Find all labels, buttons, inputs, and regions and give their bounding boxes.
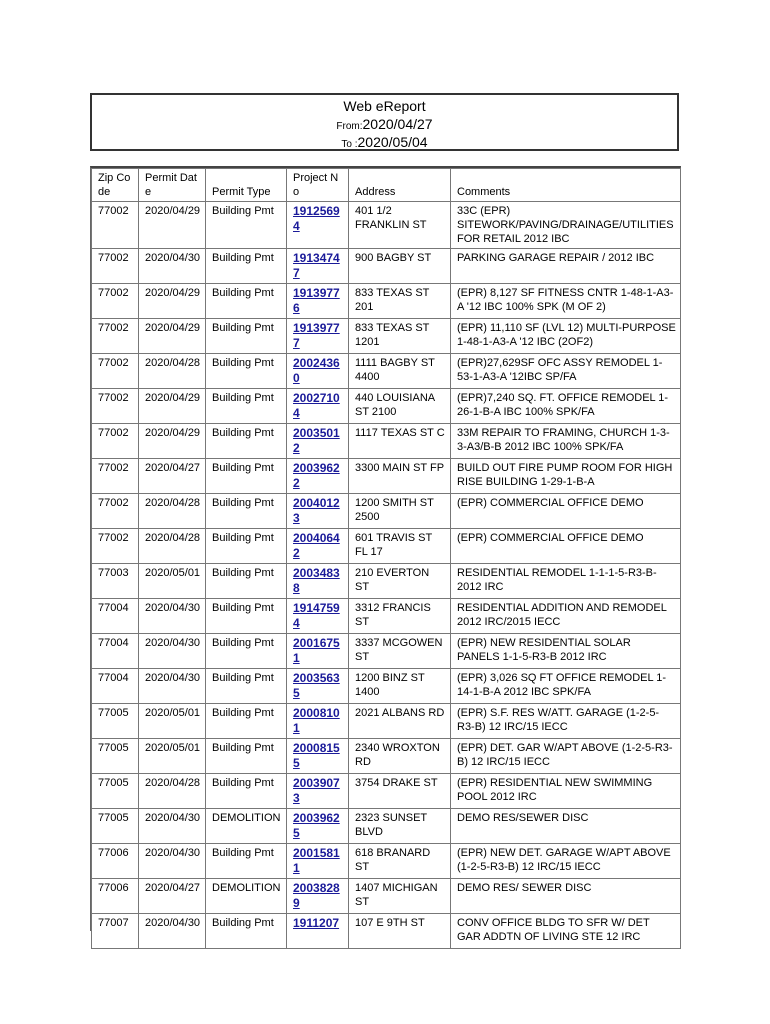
permit-date-cell: 2020/04/30 (139, 844, 206, 879)
project-no-cell (287, 529, 349, 564)
project-link[interactable]: 20035012 (293, 426, 340, 455)
permit-date-cell: 2020/04/29 (139, 389, 206, 424)
zip-code-cell: 77005 (92, 739, 139, 774)
to-label: To : (341, 139, 358, 150)
address-cell: 3337 MCGOWEN ST (349, 634, 451, 669)
table-row (92, 739, 681, 774)
comments-cell: (EPR) S.F. RES W/ATT. GARAGE (1-2-5-R3-B) 12 IRC/15 IECC (451, 704, 681, 739)
project-link[interactable]: 20015811 (293, 846, 340, 875)
permit-type-cell: DEMOLITION (206, 879, 287, 914)
address-cell: 1111 BAGBY ST 4400 (349, 354, 451, 389)
table-row (92, 529, 681, 564)
permit-type-cell: Building Pmt (206, 634, 287, 669)
table-row (92, 249, 681, 284)
table-row (92, 564, 681, 599)
project-no-cell (287, 914, 349, 949)
comments-cell: (EPR)7,240 SQ. FT. OFFICE REMODEL 1-26-1-B-A IBC 100% SPK/FA (451, 389, 681, 424)
address-cell: 3312 FRANCIS ST (349, 599, 451, 634)
address-cell: 401 1/2 FRANKLIN ST (349, 202, 451, 249)
table-row (92, 669, 681, 704)
address-cell: 107 E 9TH ST (349, 914, 451, 949)
report-title: Web eReport (343, 98, 426, 114)
from-line (92, 115, 677, 133)
project-no-cell (287, 202, 349, 249)
permit-type-cell: Building Pmt (206, 529, 287, 564)
project-link[interactable]: 20008101 (293, 706, 340, 735)
project-link[interactable]: 20039625 (293, 811, 340, 840)
comments-cell: (EPR) RESIDENTIAL NEW SWIMMING POOL 2012 IRC (451, 774, 681, 809)
comments-cell: DEMO RES/ SEWER DISC (451, 879, 681, 914)
permit-type-cell: Building Pmt (206, 354, 287, 389)
permit-type-cell: Building Pmt (206, 319, 287, 354)
col-project-no: Project No (287, 169, 349, 202)
address-cell: 210 EVERTON ST (349, 564, 451, 599)
comments-cell: BUILD OUT FIRE PUMP ROOM FOR HIGH RISE BUILDING 1-29-1-B-A (451, 459, 681, 494)
zip-code-cell: 77003 (92, 564, 139, 599)
table-row (92, 879, 681, 914)
project-no-cell (287, 249, 349, 284)
project-no-cell (287, 424, 349, 459)
permit-type-cell: Building Pmt (206, 284, 287, 319)
zip-code-cell: 77002 (92, 284, 139, 319)
permit-type-cell: Building Pmt (206, 389, 287, 424)
col-permit-type: Permit Type (206, 169, 287, 202)
zip-code-cell: 77002 (92, 529, 139, 564)
zip-code-cell: 77002 (92, 354, 139, 389)
comments-cell: 33M REPAIR TO FRAMING, CHURCH 1-3-3-A3/B-B 2012 IBC 100% SPK/FA (451, 424, 681, 459)
address-cell: 2021 ALBANS RD (349, 704, 451, 739)
address-cell: 2323 SUNSET BLVD (349, 809, 451, 844)
project-no-cell (287, 844, 349, 879)
zip-code-cell: 77005 (92, 809, 139, 844)
report-header (90, 93, 679, 151)
zip-code-cell: 77002 (92, 494, 139, 529)
address-cell: 1200 SMITH ST 2500 (349, 494, 451, 529)
permit-type-cell: Building Pmt (206, 459, 287, 494)
zip-code-cell: 77002 (92, 424, 139, 459)
permit-date-cell: 2020/04/29 (139, 424, 206, 459)
permit-date-cell: 2020/04/28 (139, 494, 206, 529)
permit-date-cell: 2020/04/30 (139, 249, 206, 284)
comments-cell: (EPR) COMMERCIAL OFFICE DEMO (451, 494, 681, 529)
table-row (92, 319, 681, 354)
project-no-cell (287, 284, 349, 319)
comments-cell: DEMO RES/SEWER DISC (451, 809, 681, 844)
address-cell: 900 BAGBY ST (349, 249, 451, 284)
permit-table (91, 168, 681, 949)
address-cell: 3754 DRAKE ST (349, 774, 451, 809)
permit-type-cell: Building Pmt (206, 564, 287, 599)
address-cell: 440 LOUISIANA ST 2100 (349, 389, 451, 424)
comments-cell: (EPR) 11,110 SF (LVL 12) MULTI-PURPOSE 1-48-1-A3-A '12 IBC (2OF2) (451, 319, 681, 354)
permit-date-cell: 2020/05/01 (139, 739, 206, 774)
comments-cell: (EPR)27,629SF OFC ASSY REMODEL 1-53-1-A3-A '12IBC SP/FA (451, 354, 681, 389)
permit-date-cell: 2020/04/27 (139, 879, 206, 914)
permit-date-cell: 2020/04/29 (139, 284, 206, 319)
permit-type-cell: Building Pmt (206, 202, 287, 249)
permit-type-cell: Building Pmt (206, 914, 287, 949)
address-cell: 618 BRANARD ST (349, 844, 451, 879)
table-row (92, 774, 681, 809)
permit-table-container (90, 166, 681, 943)
permit-type-cell: Building Pmt (206, 739, 287, 774)
permit-type-cell: Building Pmt (206, 424, 287, 459)
project-link[interactable]: 20008155 (293, 741, 340, 770)
project-no-cell (287, 879, 349, 914)
comments-cell: PARKING GARAGE REPAIR / 2012 IBC (451, 249, 681, 284)
col-address: Address (349, 169, 451, 202)
permit-date-cell: 2020/04/28 (139, 529, 206, 564)
project-link[interactable]: 19134747 (293, 251, 340, 280)
table-row (92, 809, 681, 844)
project-link[interactable]: 1911207 (293, 916, 340, 930)
zip-code-cell: 77007 (92, 914, 139, 949)
project-link[interactable]: 19139776 (293, 286, 340, 315)
comments-cell: RESIDENTIAL REMODEL 1-1-1-5-R3-B-2012 IRC (451, 564, 681, 599)
zip-code-cell: 77005 (92, 774, 139, 809)
permit-date-cell: 2020/04/30 (139, 669, 206, 704)
project-link[interactable]: 19147594 (293, 601, 340, 630)
from-label: From: (336, 121, 363, 132)
project-link[interactable]: 20038289 (293, 881, 340, 910)
address-cell: 601 TRAVIS ST FL 17 (349, 529, 451, 564)
comments-cell: (EPR) COMMERCIAL OFFICE DEMO (451, 529, 681, 564)
permit-date-cell: 2020/04/29 (139, 202, 206, 249)
project-no-cell (287, 459, 349, 494)
table-row (92, 844, 681, 879)
project-link[interactable]: 20039622 (293, 461, 340, 490)
permit-type-cell: Building Pmt (206, 704, 287, 739)
address-cell: 833 TEXAS ST 201 (349, 284, 451, 319)
permit-type-cell: Building Pmt (206, 599, 287, 634)
address-cell: 3300 MAIN ST FP (349, 459, 451, 494)
permit-date-cell: 2020/04/29 (139, 319, 206, 354)
table-row (92, 284, 681, 319)
project-link[interactable]: 19139777 (293, 321, 340, 350)
col-zip-code: Zip Code (92, 169, 139, 202)
permit-date-cell: 2020/04/30 (139, 634, 206, 669)
table-row (92, 914, 681, 949)
comments-cell: (EPR) 3,026 SQ FT OFFICE REMODEL 1-14-1-B-A 2012 IBC SPK/FA (451, 669, 681, 704)
comments-cell: RESIDENTIAL ADDITION AND REMODEL 2012 IRC/2015 IECC (451, 599, 681, 634)
project-no-cell (287, 389, 349, 424)
project-no-cell (287, 704, 349, 739)
comments-cell: (EPR) NEW DET. GARAGE W/APT ABOVE (1-2-5-R3-B) 12 IRC/15 IECC (451, 844, 681, 879)
project-no-cell (287, 564, 349, 599)
project-link[interactable]: 20040123 (293, 496, 340, 525)
permit-date-cell: 2020/04/28 (139, 774, 206, 809)
table-row (92, 599, 681, 634)
table-row (92, 494, 681, 529)
project-no-cell (287, 319, 349, 354)
project-link[interactable]: 20016751 (293, 636, 340, 665)
project-link[interactable]: 20024360 (293, 356, 340, 385)
project-no-cell (287, 774, 349, 809)
zip-code-cell: 77002 (92, 389, 139, 424)
project-link[interactable]: 20035635 (293, 671, 340, 700)
project-link[interactable]: 20040642 (293, 531, 340, 560)
address-cell: 1200 BINZ ST 1400 (349, 669, 451, 704)
table-row (92, 634, 681, 669)
permit-date-cell: 2020/04/28 (139, 354, 206, 389)
permit-date-cell: 2020/05/01 (139, 564, 206, 599)
permit-date-cell: 2020/04/30 (139, 599, 206, 634)
project-no-cell (287, 809, 349, 844)
zip-code-cell: 77002 (92, 319, 139, 354)
comments-cell: (EPR) NEW RESIDENTIAL SOLAR PANELS 1-1-5-R3-B 2012 IRC (451, 634, 681, 669)
comments-cell: (EPR) 8,127 SF FITNESS CNTR 1-48-1-A3-A '12 IBC 100% SPK (M OF 2) (451, 284, 681, 319)
table-row (92, 354, 681, 389)
project-no-cell (287, 634, 349, 669)
address-cell: 1117 TEXAS ST C (349, 424, 451, 459)
table-row (92, 202, 681, 249)
zip-code-cell: 77002 (92, 202, 139, 249)
comments-cell: (EPR) DET. GAR W/APT ABOVE (1-2-5-R3-B) 12 IRC/15 IECC (451, 739, 681, 774)
col-comments: Comments (451, 169, 681, 202)
to-date: 2020/05/04 (357, 134, 428, 150)
project-link[interactable]: 20039073 (293, 776, 340, 805)
zip-code-cell: 77005 (92, 704, 139, 739)
project-no-cell (287, 599, 349, 634)
project-no-cell (287, 494, 349, 529)
table-row (92, 424, 681, 459)
permit-date-cell: 2020/04/30 (139, 914, 206, 949)
project-link[interactable]: 20027104 (293, 391, 340, 420)
permit-type-cell: Building Pmt (206, 494, 287, 529)
zip-code-cell: 77002 (92, 459, 139, 494)
permit-type-cell: Building Pmt (206, 774, 287, 809)
project-link[interactable]: 20034838 (293, 566, 340, 595)
table-row (92, 459, 681, 494)
permit-type-cell: Building Pmt (206, 844, 287, 879)
project-no-cell (287, 669, 349, 704)
project-no-cell (287, 739, 349, 774)
permit-type-cell: DEMOLITION (206, 809, 287, 844)
zip-code-cell: 77004 (92, 634, 139, 669)
zip-code-cell: 77006 (92, 844, 139, 879)
address-cell: 1407 MICHIGAN ST (349, 879, 451, 914)
table-row (92, 389, 681, 424)
table-header-row (92, 169, 681, 202)
table-row (92, 704, 681, 739)
comments-cell: 33C (EPR) SITEWORK/PAVING/DRAINAGE/UTILITIES FOR RETAIL 2012 IBC (451, 202, 681, 249)
project-no-cell (287, 354, 349, 389)
col-permit-date: Permit Date (139, 169, 206, 202)
zip-code-cell: 77006 (92, 879, 139, 914)
zip-code-cell: 77004 (92, 669, 139, 704)
permit-date-cell: 2020/05/01 (139, 704, 206, 739)
to-line (92, 133, 677, 151)
permit-date-cell: 2020/04/27 (139, 459, 206, 494)
zip-code-cell: 77004 (92, 599, 139, 634)
address-cell: 2340 WROXTON RD (349, 739, 451, 774)
comments-cell: CONV OFFICE BLDG TO SFR W/ DET GAR ADDTN OF LIVING STE 12 IRC (451, 914, 681, 949)
zip-code-cell: 77002 (92, 249, 139, 284)
permit-type-cell: Building Pmt (206, 249, 287, 284)
address-cell: 833 TEXAS ST 1201 (349, 319, 451, 354)
project-link[interactable]: 19125694 (293, 204, 340, 233)
from-date: 2020/04/27 (362, 116, 433, 132)
permit-type-cell: Building Pmt (206, 669, 287, 704)
permit-date-cell: 2020/04/30 (139, 809, 206, 844)
